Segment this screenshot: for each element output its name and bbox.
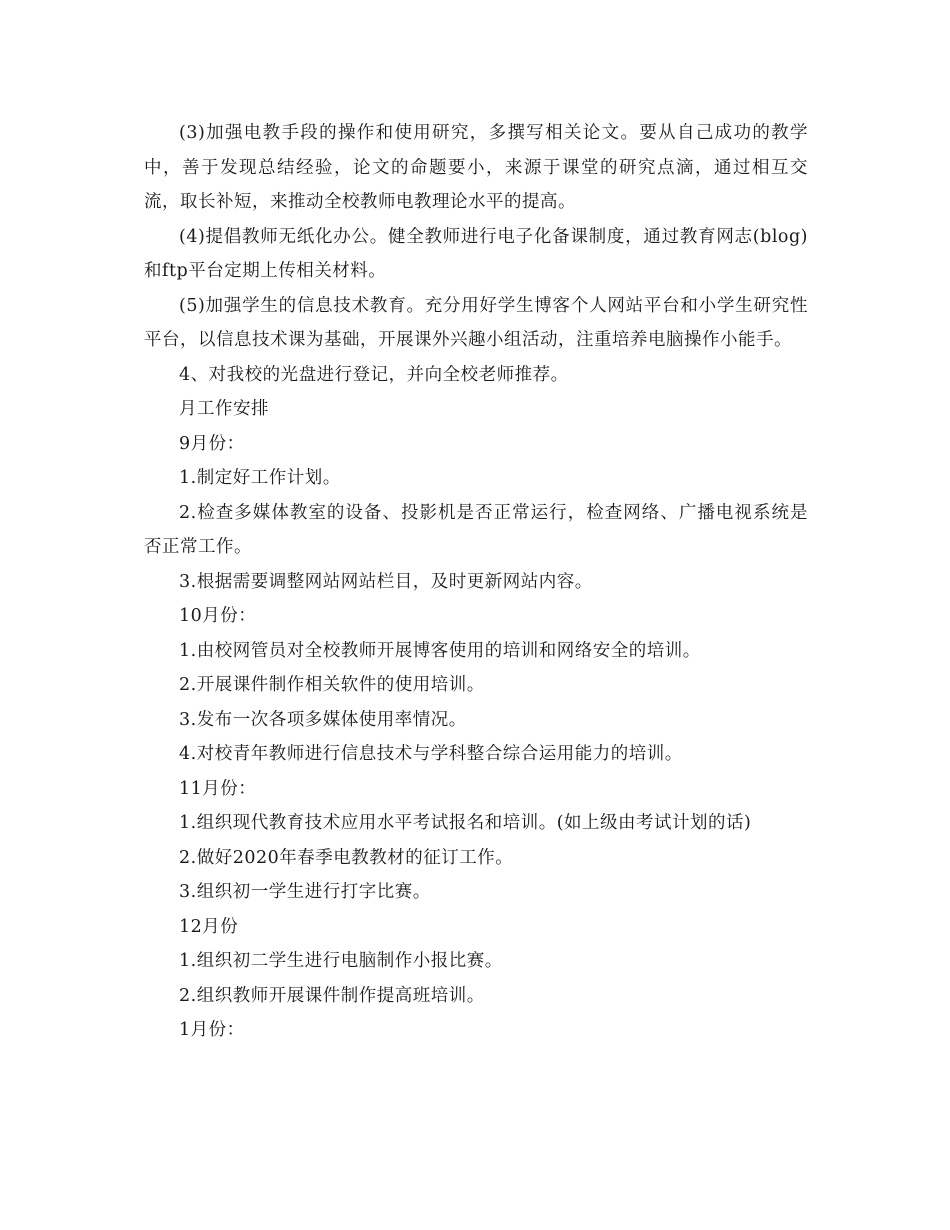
list-item: 3.根据需要调整网站网站栏目，及时更新网站内容。 [179,571,593,592]
list-item: 2.检查多媒体教室的设备、投影机是否正常运行，检查网络、广播电视系统是否正常工作。 [144,502,808,557]
month-heading-january: 1月份： [179,1020,245,1040]
paragraph-item-5: (5)加强学生的信息技术教育。充分用好学生博客个人网站平台和小学生研究性平台，以信息技术课为基础，开展课外兴趣小组活动，注重培养电脑操作小能手。 [144,295,808,350]
document-body [144,116,808,1048]
month-heading-october: 10月份： [179,606,257,626]
list-item: 2.做好2020年春季电教教材的征订工作。 [179,847,514,868]
section-heading-monthly-plan: 月工作安排 [179,399,269,419]
list-item: 1.组织现代教育技术应用水平考试报名和培训。(如上级由考试计划的话) [179,813,752,833]
list-item: 3.发布一次各项多媒体使用率情况。 [179,709,467,730]
paragraph-item-4: (4)提倡教师无纸化办公。健全教师进行电子化备课制度，通过教育网志(blog)和ftp平台定期上传相关材料。 [144,226,808,281]
month-heading-november: 11月份： [179,778,257,799]
month-heading-december: 12月份 [179,916,239,937]
list-item: 3.组织初一学生进行打字比赛。 [179,882,431,902]
list-item: 1.制定好工作计划。 [179,468,341,488]
paragraph-disc-registration: 4、对我校的光盘进行登记，并向全校老师推荐。 [179,364,569,385]
list-item: 4.对校青年教师进行信息技术与学科整合综合运用能力的培训。 [179,744,683,764]
list-item: 2.组织教师开展课件制作提高班培训。 [179,985,485,1006]
list-item: 2.开展课件制作相关软件的使用培训。 [179,675,485,695]
list-item: 1.组织初二学生进行电脑制作小报比赛。 [179,951,503,971]
paragraph-item-3: (3)加强电教手段的操作和使用研究，多撰写相关论文。要从自己成功的教学中，善于发现总结经验，论文的命题要小，来源于课堂的研究点滴，通过相互交流，取长补短，来推动全校教师电教理论水平的提高。 [144,123,808,212]
month-heading-september: 9月份： [179,433,245,454]
list-item: 1.由校网管员对全校教师开展博客使用的培训和网络安全的培训。 [179,640,701,661]
